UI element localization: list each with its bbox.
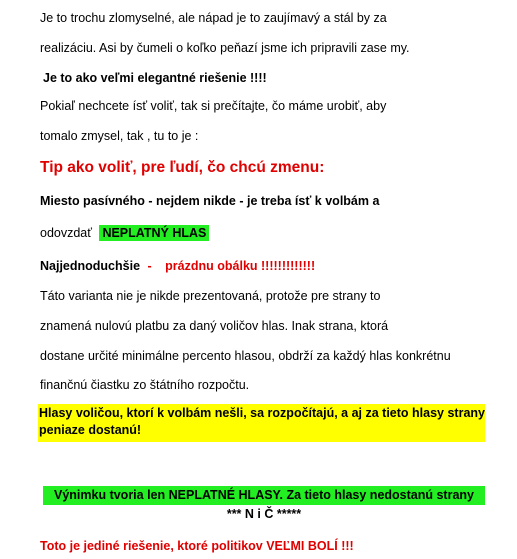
paragraph-vote-line-2: tomalo zmysel, tak , tu to je : xyxy=(40,129,199,143)
empty-envelope-text: prázdnu obálku !!!!!!!!!!!!! xyxy=(165,259,316,273)
body-line-4: finančnú čiastku zo štátního rozpočtu. xyxy=(40,378,250,392)
nic-line: *** N i Č ***** xyxy=(226,507,302,521)
instruction-line-1: Miesto pasívného - nejdem nikde - je treba ísť k volbám a xyxy=(40,194,380,208)
tip-heading: Tip ako voliť, pre ľudí, čo chcú zmenu: xyxy=(40,159,325,176)
elegant-solution-line: Je to ako veľmi elegantné riešenie !!!! xyxy=(43,71,267,85)
paragraph-intro-line-1: Je to trochu zlomyselné, ale nápad je to zaujímavý a stál by za xyxy=(40,11,387,25)
final-statement: Toto je jediné riešenie, ktoré politikov VEĽMI BOLÍ !!! xyxy=(40,539,354,553)
paragraph-intro-line-2: realizáciu. Asi by čumeli o koľko peňazí jsme ich pripravili zase my. xyxy=(40,41,410,55)
easiest-label: Najjednoduchšie xyxy=(40,259,141,273)
body-line-2: znamená nulovú platbu za daný voličov hlas. Inak strana, ktorá xyxy=(40,319,389,333)
body-line-1: Táto varianta nie je nikde prezentovaná, protože pre strany to xyxy=(40,289,381,303)
paragraph-vote-line-1: Pokiaľ nechcete ísť voliť, tak si prečítajte, čo máme urobiť, aby xyxy=(40,99,387,113)
yellow-block-line-2: peniaze dostanú! xyxy=(39,423,142,437)
instruction-prefix: odovzdať xyxy=(40,226,92,240)
yellow-highlight-block xyxy=(38,404,485,442)
green-exception-line: Výnimku tvoria len NEPLATNÉ HLASY. Za tieto hlasy nedostanú strany xyxy=(43,486,485,505)
easiest-line xyxy=(40,258,315,274)
body-line-3: dostane určité minimálne percento hlasou, obdrží za každý hlas konkrétnu xyxy=(40,349,451,363)
yellow-block-line-1: Hlasy voličou, ktorí k volbám nešli, sa rozpočítajú, a aj za tieto hlasy strany xyxy=(39,406,485,420)
invalid-vote-highlight: NEPLATNÝ HLAS xyxy=(99,225,209,241)
easiest-dash: - xyxy=(147,259,152,273)
instruction-line-2 xyxy=(40,225,209,241)
